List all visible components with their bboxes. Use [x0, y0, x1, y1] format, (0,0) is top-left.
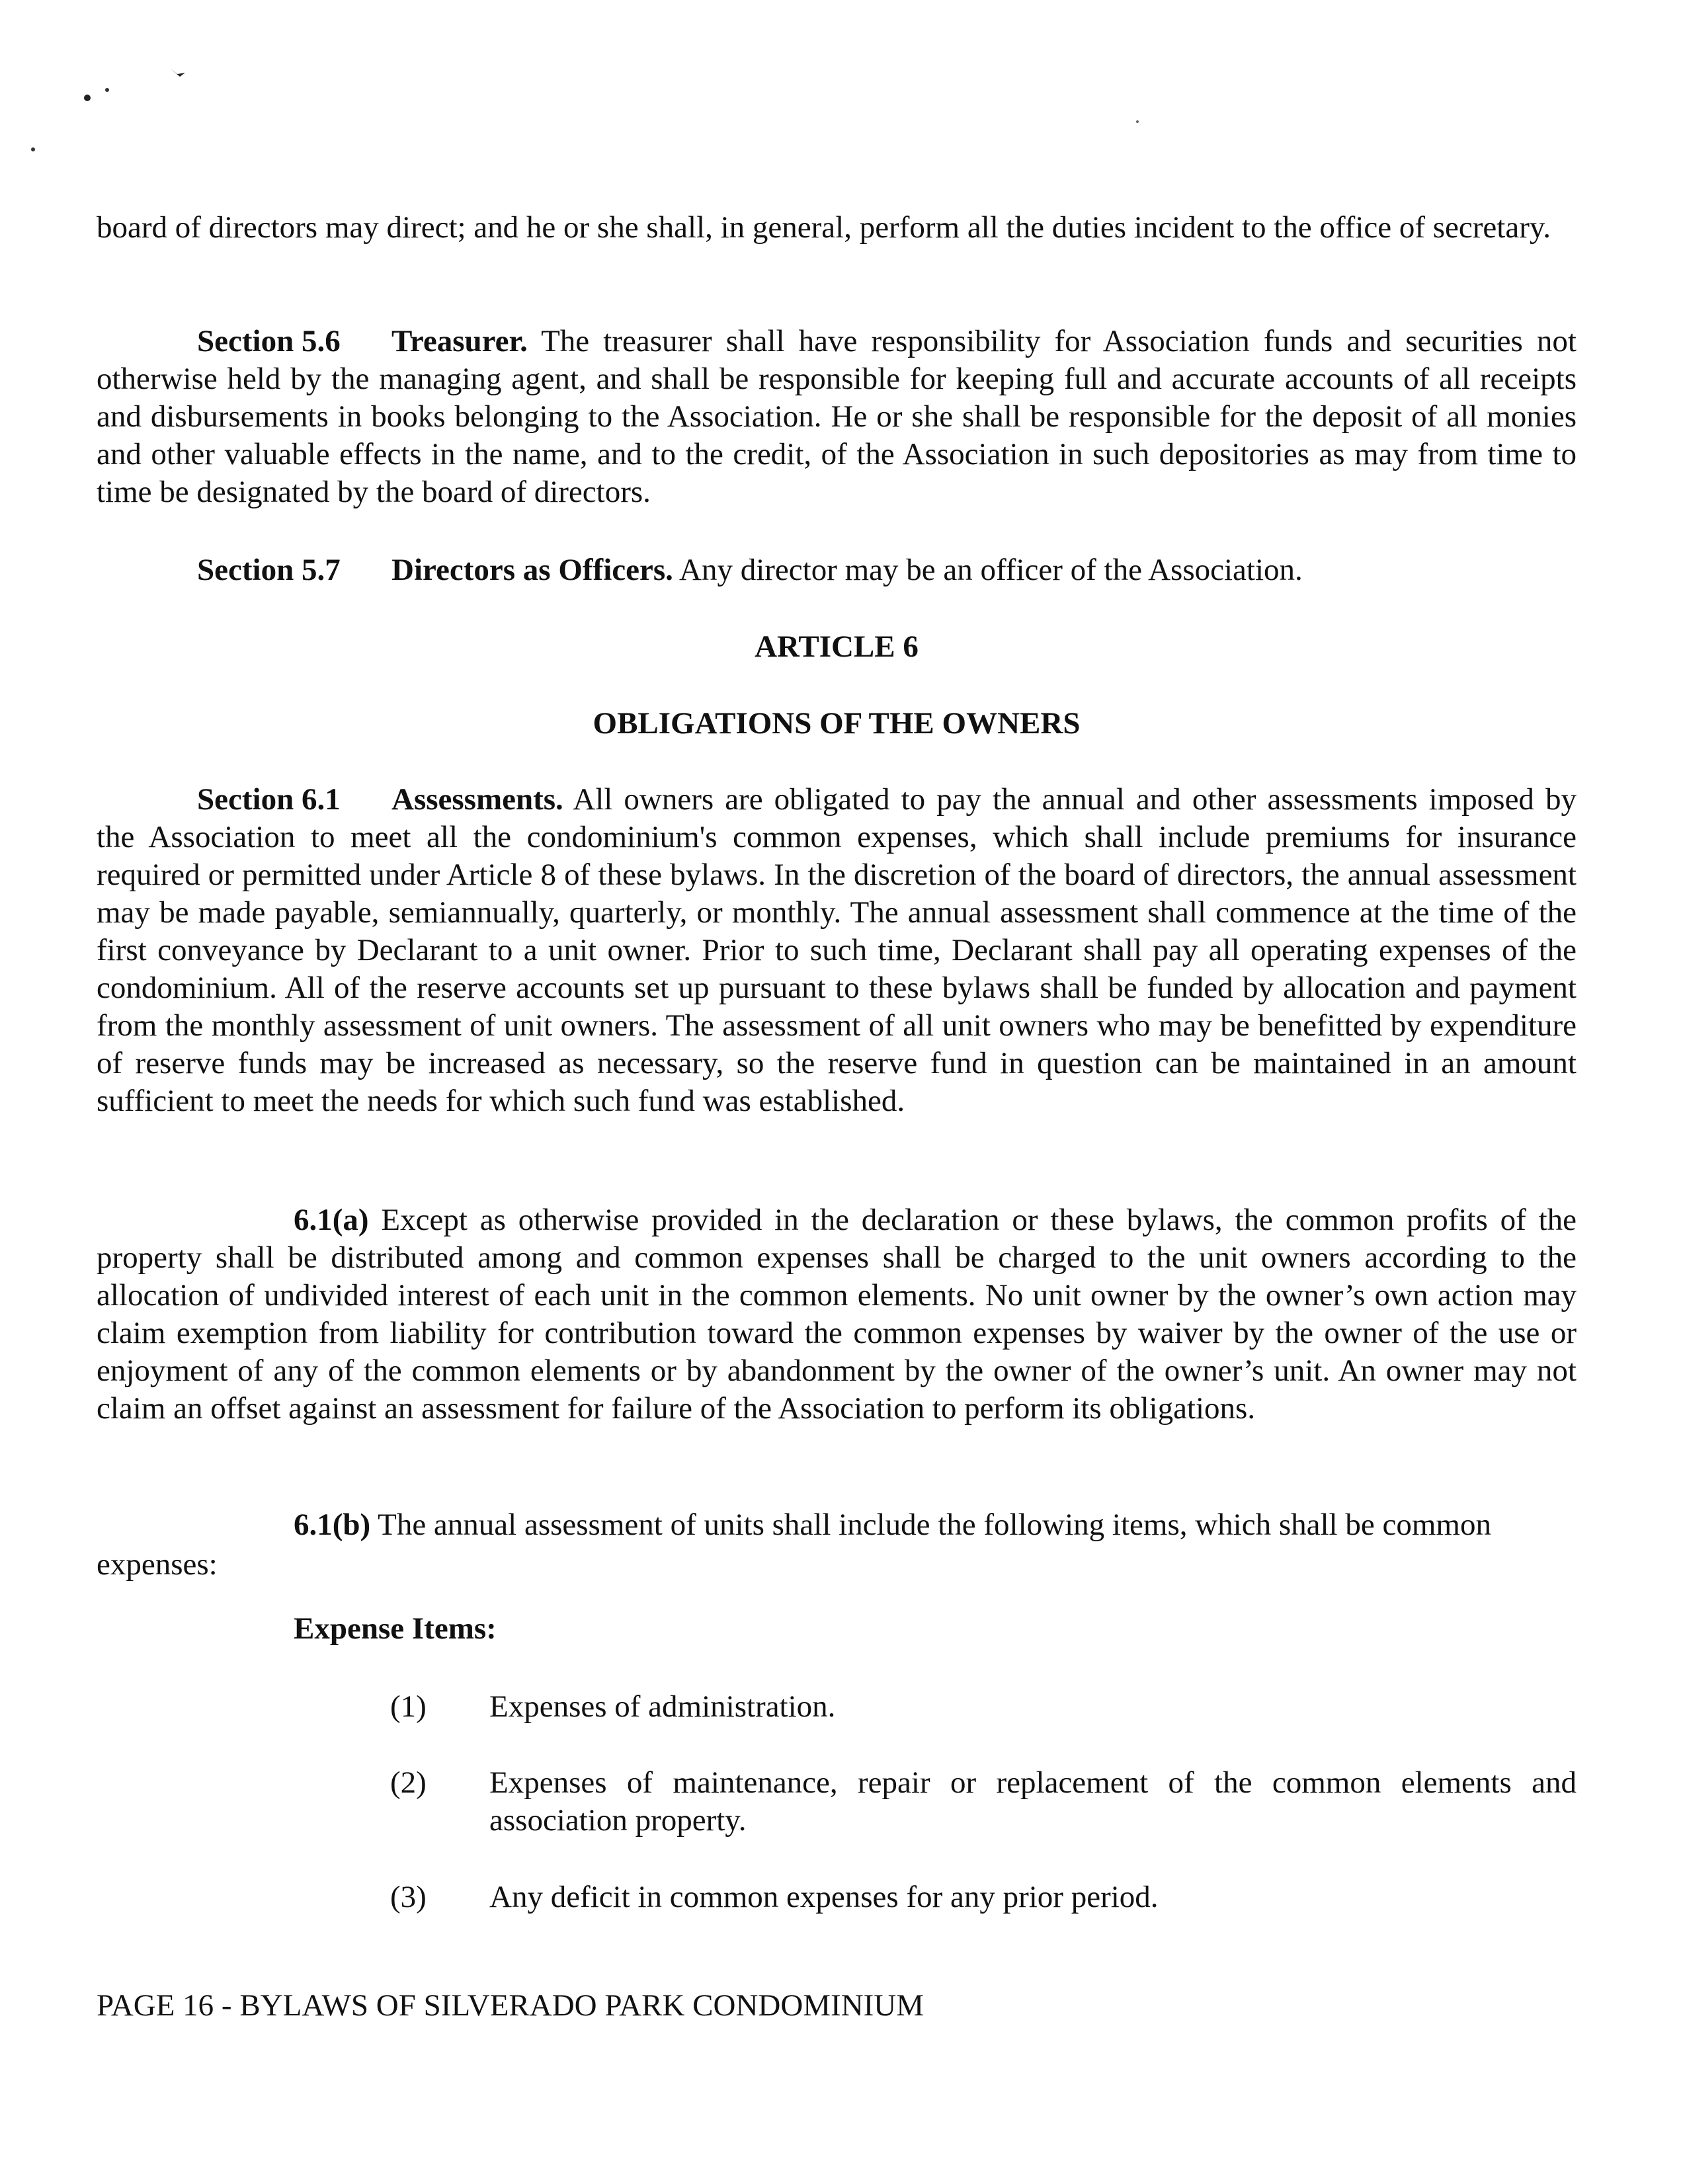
article-title: OBLIGATIONS OF THE OWNERS [593, 706, 1081, 741]
section-title: Treasurer. [391, 324, 528, 358]
section-title: Directors as Officers. [391, 553, 673, 587]
section-6-1 [97, 781, 1577, 1120]
list-item-number: (3) [390, 1880, 427, 1914]
scan-specks [0, 0, 1683, 198]
section-number: Section 5.6 [197, 324, 341, 358]
section-number: Section 6.1 [197, 782, 341, 817]
subsection-label: 6.1(a) [294, 1203, 369, 1237]
subsection-6-1-b-continuation [97, 1546, 1577, 1584]
list-item-text: Expenses of maintenance, repair or replacement of the common elements and association property. [489, 1765, 1577, 1838]
subsection-6-1-b [97, 1506, 1577, 1544]
list-item-text: Any deficit in common expenses for any prior period. [489, 1880, 1159, 1914]
section-5-7 [97, 551, 1577, 589]
continuation-text: board of directors may direct; and he or she shall, in general, perform all the duties incident to the office of secretary. [97, 210, 1551, 245]
section-text: Any director may be an officer of the Association. [673, 553, 1303, 587]
list-item-text: Expenses of administration. [489, 1689, 836, 1724]
subsection-continuation-text: expenses: [97, 1547, 218, 1582]
subsection-text: The annual assessment of units shall include the following items, which shall be common [370, 1508, 1491, 1542]
article-number: ARTICLE 6 [755, 629, 919, 664]
list-item-number: (1) [390, 1689, 427, 1724]
subsection-text: Except as otherwise provided in the declaration or these bylaws, the common profits of the property shall be distributed among and common expenses shall be charged to the unit owners according to the allocation of undivided interest of each unit in the common elements. No unit owner by the owner’s own action may claim exemption from liability for contribution toward the common expenses by waiver by the owner of the use or enjoyment of any of the common elements or by abandonment by the owner of the owner’s unit. An owner may not claim an offset against an assessment for failure of the Association to perform its obligations. [97, 1203, 1577, 1426]
section-text: The treasurer shall have responsibility for Association funds and securities not otherwise held by the managing agent, and shall be responsible for keeping full and accurate accounts of all receipts and disbursements in books belonging to the Association. He or she shall be responsible for the deposit of all monies and other valuable effects in the name, and to the credit, of the Association in such depositories as may from time to time be designated by the board of directors. [97, 324, 1577, 509]
section-number: Section 5.7 [197, 553, 341, 587]
subsection-6-1-a [97, 1201, 1577, 1428]
section-text: All owners are obligated to pay the annual and other assessments imposed by the Association to meet all the condominium's common expenses, which shall include premiums for insurance required or permitted under Article 8 of these bylaws. In the discretion of the board of directors, the annual assessment may be made payable, semiannually, quarterly, or monthly. The annual assessment shall commence at the time of the first conveyance by Declarant to a unit owner. Prior to such time, Declarant shall pay all operating expenses of the condominium. All of the reserve accounts set up pursuant to these bylaws shall be funded by allocation and payment from the monthly assessment of unit owners. The assessment of all unit owners who may be benefitted by expenditure of reserve funds may be increased as necessary, so the reserve fund in question can be maintained in an amount sufficient to meet the needs for which such fund was established. [97, 782, 1577, 1118]
expense-items-heading: Expense Items: [294, 1611, 497, 1646]
page-footer: PAGE 16 - BYLAWS OF SILVERADO PARK CONDOMINIUM [97, 1988, 924, 2023]
subsection-label: 6.1(b) [294, 1508, 371, 1542]
section-title: Assessments. [391, 782, 563, 817]
continuation-paragraph [97, 209, 1577, 247]
section-5-6 [97, 323, 1577, 511]
list-item-number: (2) [390, 1765, 427, 1800]
